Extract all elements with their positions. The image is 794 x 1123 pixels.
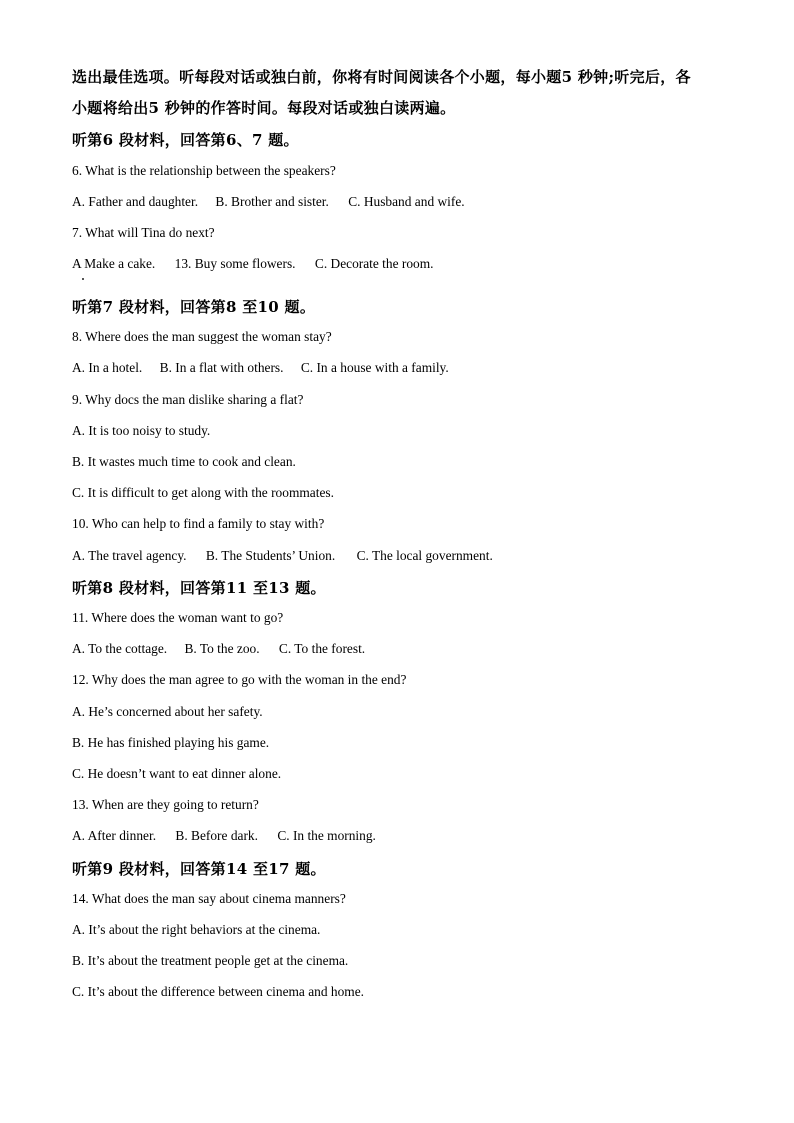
- option-c: C. Husband and wife.: [348, 194, 465, 209]
- question-text: 13. When are they going to return?: [72, 797, 259, 812]
- options-row: [72, 256, 434, 272]
- instructions-line-1: 选出最佳选项。听每段对话或独白前，你将有时间阅读各个小题，每小题5 秒钟;听完后，各: [72, 68, 691, 86]
- options-row: [72, 360, 449, 376]
- stray-dot: [82, 278, 84, 280]
- option-c: C. It’s about the difference between cinema and home.: [72, 984, 365, 999]
- section-heading: 听第8 段材料，回答第11 至13 题。: [72, 579, 326, 597]
- option-c: C. To the forest.: [278, 641, 366, 656]
- options-row: [72, 548, 493, 564]
- option-c: C. Decorate the room.: [314, 256, 434, 271]
- option-b: B. In a flat with others.: [159, 360, 284, 375]
- option-a: A. It is too noisy to study.: [72, 423, 211, 438]
- option-b: B. He has finished playing his game.: [72, 735, 270, 750]
- section-heading: 听第6 段材料，回答第6、7 题。: [72, 131, 299, 149]
- section-heading: 听第7 段材料，回答第8 至10 题。: [72, 298, 316, 316]
- option-a: A. Father and daughter.: [72, 194, 199, 209]
- option-b: B. The Students’ Union.: [205, 548, 336, 563]
- option-b: 13. Buy some flowers.: [174, 256, 296, 271]
- option-c: C. In the morning.: [277, 828, 376, 843]
- question-text: 7. What will Tina do next?: [72, 225, 215, 240]
- question-text: 8. Where does the man suggest the woman stay?: [72, 329, 332, 344]
- option-a: A. To the cottage.: [72, 641, 168, 656]
- option-b: B. Brother and sister.: [215, 194, 329, 209]
- question-text: 11. Where does the woman want to go?: [72, 610, 284, 625]
- option-a: A. It’s about the right behaviors at the cinema.: [72, 922, 321, 937]
- options-row: [72, 828, 376, 844]
- option-c: C. He doesn’t want to eat dinner alone.: [72, 766, 282, 781]
- options-row: [72, 641, 365, 657]
- option-a: A. He’s concerned about her safety.: [72, 704, 263, 719]
- question-text: 6. What is the relationship between the speakers?: [72, 163, 336, 178]
- options-row: [72, 194, 465, 210]
- question-text: 9. Why docs the man dislike sharing a flat?: [72, 392, 304, 407]
- option-a: A. In a hotel.: [72, 360, 143, 375]
- option-b: B. It’s about the treatment people get at the cinema.: [72, 953, 349, 968]
- option-b: B. To the zoo.: [184, 641, 260, 656]
- option-b: B. Before dark.: [175, 828, 258, 843]
- option-b: B. It wastes much time to cook and clean.: [72, 454, 296, 469]
- option-a: A Make a cake.: [72, 256, 156, 271]
- option-a: A. After dinner.: [72, 828, 157, 843]
- option-c: C. In a house with a family.: [300, 360, 449, 375]
- option-c: C. It is difficult to get along with the roommates.: [72, 485, 334, 500]
- question-text: 12. Why does the man agree to go with the woman in the end?: [72, 672, 407, 687]
- option-a: A. The travel agency.: [72, 548, 187, 563]
- section-heading: 听第9 段材料，回答第14 至17 题。: [72, 860, 326, 878]
- instructions-line-2: 小题将给出5 秒钟的作答时间。每段对话或独白读两遍。: [72, 99, 456, 117]
- question-text: 10. Who can help to find a family to stay with?: [72, 516, 325, 531]
- option-c: C. The local government.: [356, 548, 493, 563]
- question-text: 14. What does the man say about cinema manners?: [72, 891, 346, 906]
